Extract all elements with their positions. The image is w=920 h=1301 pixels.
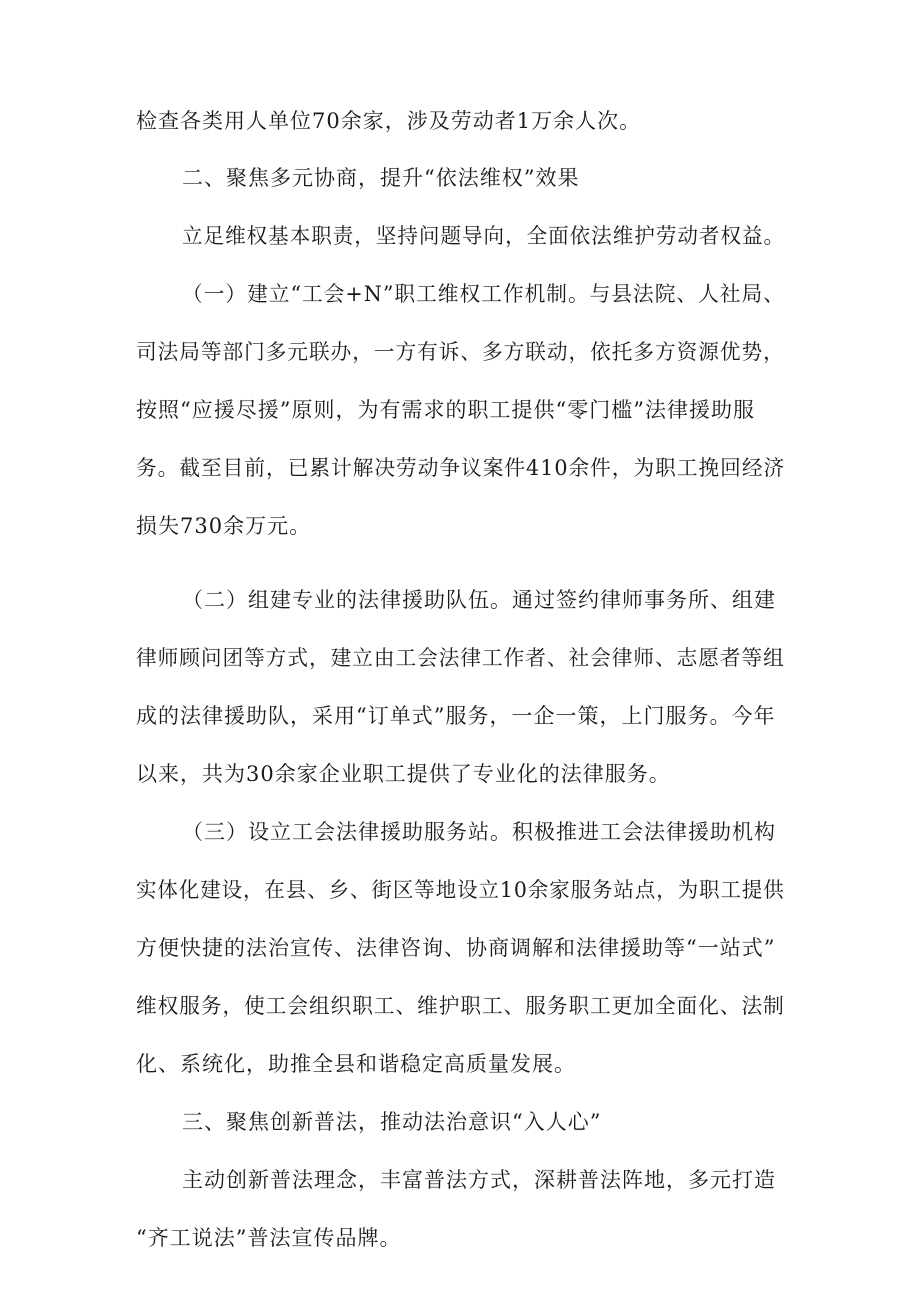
text-line: “齐工说法”普法宣传品牌。 xyxy=(136,1226,402,1250)
text-line: 损失730余万元。 xyxy=(136,514,312,538)
section-heading: 三、聚焦创新普法，推动法治意识“入人心” xyxy=(182,1110,602,1134)
text-line: 司法局等部门多元联办，一方有诉、多方联动，依托多方资源优势， xyxy=(136,340,785,364)
text-line: 成的法律援助队，采用“订单式”服务，一企一策，上门服务。今年 xyxy=(136,704,776,728)
text-line: 检查各类用人单位70余家，涉及劳动者1万余人次。 xyxy=(136,109,642,133)
text-line: 按照“应援尽援”原则，为有需求的职工提供“零门槛”法律援助服 xyxy=(136,398,755,422)
text-line: 立足维权基本职责，坚持问题导向，全面依法维护劳动者权益。 xyxy=(182,224,786,248)
text-line: 实体化建设，在县、乡、街区等地设立10余家服务站点，为职工提供 xyxy=(136,878,785,902)
subsection-heading-line: （二）组建专业的法律援助队伍。通过签约律师事务所、组建 xyxy=(182,588,776,612)
text-line: 主动创新普法理念，丰富普法方式，深耕普法阵地，多元打造 xyxy=(182,1168,776,1192)
subsection-heading-line: （一）建立“工会+N”职工维权工作机制。与县法院、人社局、 xyxy=(182,282,785,306)
text-line: 维权服务，使工会组织职工、维护职工、服务职工更加全面化、法制 xyxy=(136,994,785,1018)
text-line: 律师顾问团等方式，建立由工会法律工作者、社会律师、志愿者等组 xyxy=(136,646,785,670)
text-line: 务。截至目前，已累计解决劳动争议案件410余件，为职工挽回经济 xyxy=(136,456,786,480)
text-line: 以来，共为30余家企业职工提供了专业化的法律服务。 xyxy=(136,762,671,786)
text-line: 方便快捷的法治宣传、法律咨询、协商调解和法律援助等“一站式” xyxy=(136,936,776,960)
text-line: 化、系统化，助推全县和谐稳定高质量发展。 xyxy=(136,1052,576,1076)
subsection-heading-line: （三）设立工会法律援助服务站。积极推进工会法律援助机构 xyxy=(182,820,776,844)
section-heading: 二、聚焦多元协商，提升“依法维权”效果 xyxy=(182,166,580,190)
